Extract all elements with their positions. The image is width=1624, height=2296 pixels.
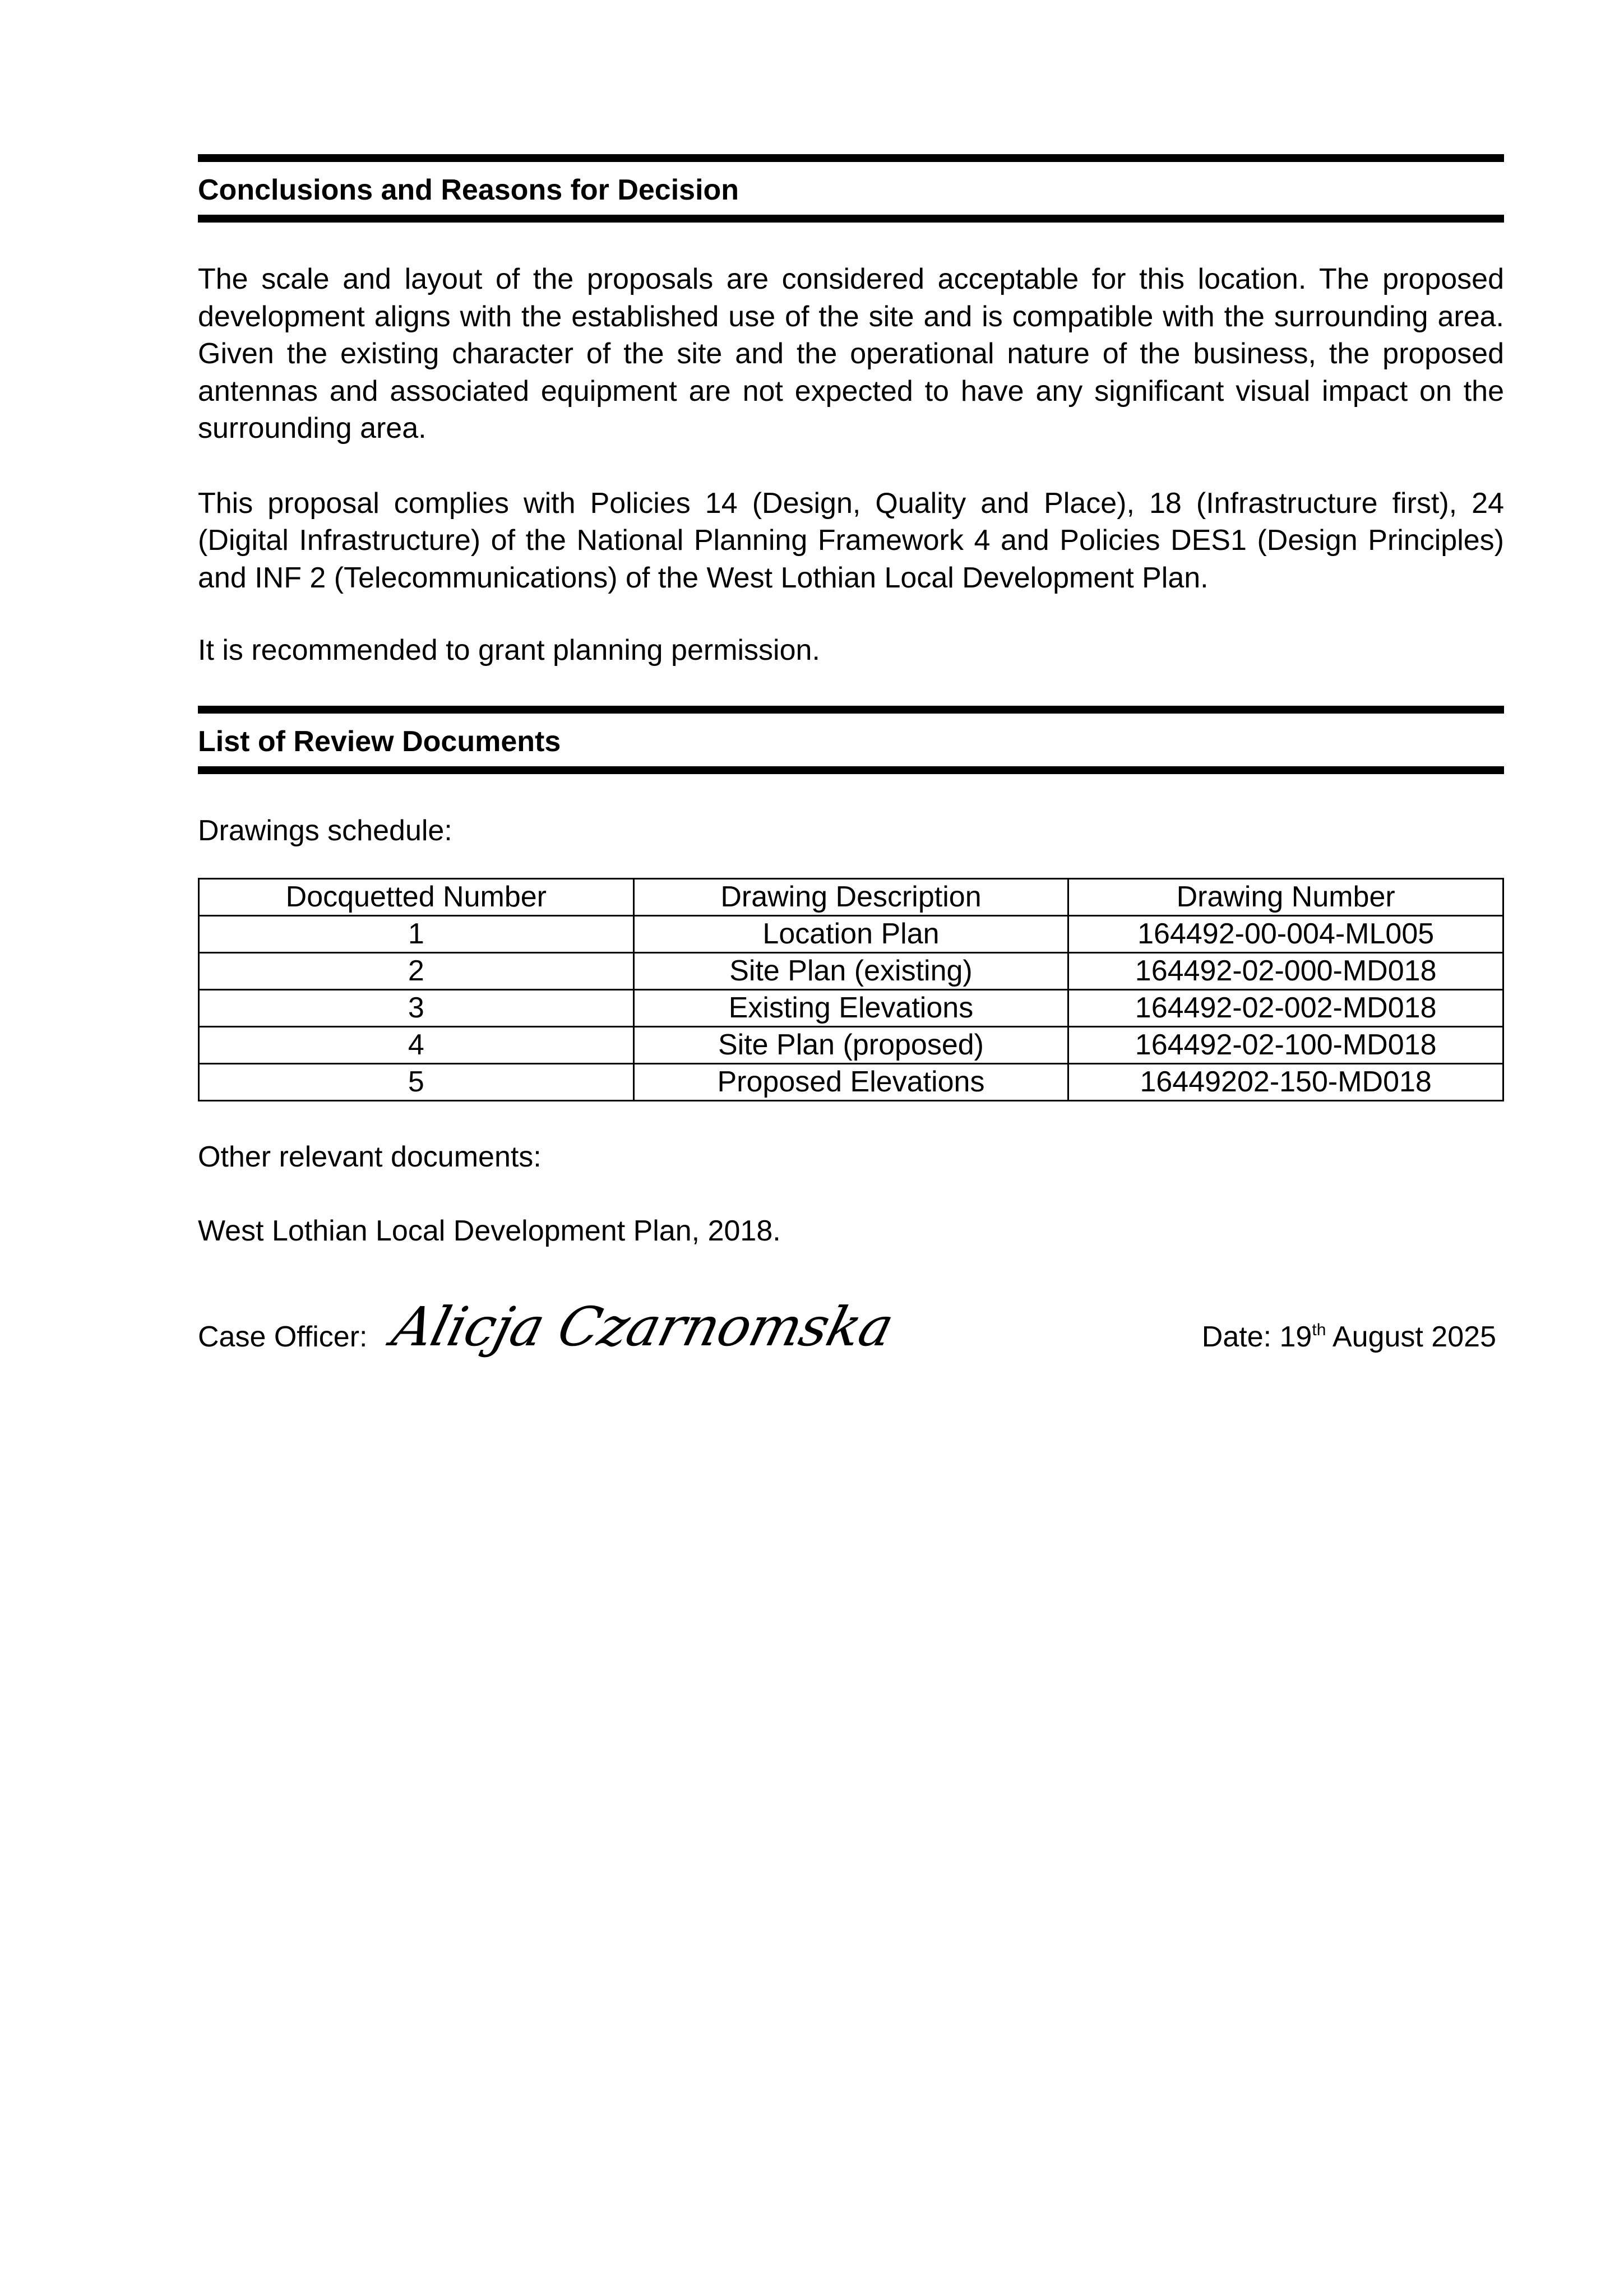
review-documents-section-header [198, 706, 1504, 774]
heading-rule-top [198, 154, 1504, 162]
table-cell: Existing Elevations [633, 990, 1068, 1027]
other-documents-label: Other relevant documents: [198, 1141, 542, 1173]
heading-rule-bottom [198, 766, 1504, 774]
case-officer-label: Case Officer: [198, 1321, 368, 1353]
table-cell: 164492-02-002-MD018 [1068, 990, 1503, 1027]
table-cell: 1 [199, 916, 634, 953]
heading-rule-top [198, 706, 1504, 714]
signoff-row [198, 1293, 1504, 1366]
table-header-row [199, 879, 1503, 916]
conclusions-heading: Conclusions and Reasons for Decision [198, 174, 739, 206]
table-cell: Proposed Elevations [633, 1064, 1068, 1101]
column-header: Drawing Number [1068, 879, 1503, 916]
table-row [199, 1064, 1503, 1101]
table-cell: 16449202-150-MD018 [1068, 1064, 1503, 1101]
drawings-schedule-table [198, 878, 1504, 1101]
recommendation-text: It is recommended to grant planning permission. [198, 634, 820, 666]
date-ordinal-suffix: th [1312, 1321, 1326, 1339]
table-cell: 5 [199, 1064, 634, 1101]
table-cell: Site Plan (proposed) [633, 1027, 1068, 1064]
table-cell: 164492-00-004-ML005 [1068, 916, 1503, 953]
column-header: Docquetted Number [199, 879, 634, 916]
document-page [198, 154, 1504, 1366]
table-row [199, 1027, 1503, 1064]
heading-rule-bottom [198, 215, 1504, 223]
table-cell: 4 [199, 1027, 634, 1064]
case-officer-signature: Alicja Czarnomska [386, 1295, 900, 1358]
date-prefix: Date: 19 [1201, 1321, 1312, 1353]
other-document-item: West Lothian Local Development Plan, 2018. [198, 1215, 781, 1247]
column-header: Drawing Description [633, 879, 1068, 916]
table-cell: Location Plan [633, 916, 1068, 953]
table-cell: 164492-02-000-MD018 [1068, 953, 1503, 990]
decision-date [1202, 1322, 1496, 1351]
table-row [199, 953, 1503, 990]
drawings-schedule-label: Drawings schedule: [198, 814, 452, 847]
table-row [199, 916, 1503, 953]
table-row [199, 990, 1503, 1027]
conclusions-paragraph-2: This proposal complies with Policies 14 (Design, Quality and Place), 18 (Infrastructure first), 24 (Digital Infrastructure) of the National Planning Framework 4 and Policies DES1 (Design Principles) and INF 2 (Telecommunications) of the West Lothian Local Development Plan. [198, 487, 1504, 594]
table-cell: Site Plan (existing) [633, 953, 1068, 990]
conclusions-paragraph-1: The scale and layout of the proposals are considered acceptable for this location. The proposed development aligns with the established use of the site and is compatible with the surrounding area. Given the existing character of the site and the operational nature of the business, the proposed antennas and associated equipment are not expected to have any significant visual impact on the surrounding area. [198, 263, 1504, 445]
conclusions-section-header [198, 154, 1504, 223]
review-documents-heading: List of Review Documents [198, 725, 561, 758]
table-cell: 164492-02-100-MD018 [1068, 1027, 1503, 1064]
date-rest: August 2025 [1326, 1321, 1496, 1353]
table-cell: 3 [199, 990, 634, 1027]
table-cell: 2 [199, 953, 634, 990]
